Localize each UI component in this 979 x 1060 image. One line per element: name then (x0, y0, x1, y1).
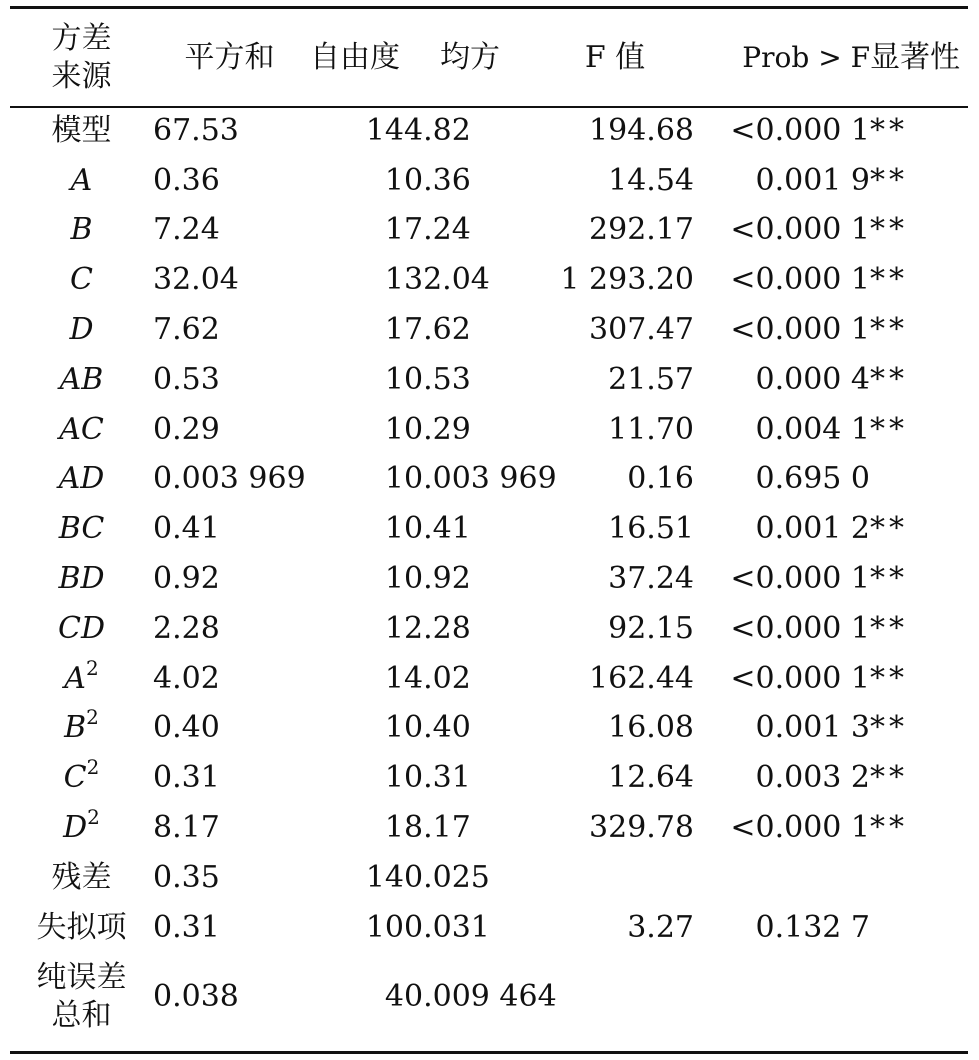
cell-source (10, 753, 153, 803)
cell-degrees-of-freedom: 14 (365, 859, 404, 895)
cell-degrees-of-freedom: 1 (384, 461, 404, 497)
cell-f-value: 16.51 (608, 511, 694, 547)
cell-prob: 0.001 9 (755, 162, 870, 198)
source-name: BD (58, 561, 105, 597)
cell-degrees-of-freedom: 1 (384, 312, 404, 348)
source-name: A (70, 162, 93, 198)
cell-degrees-of-freedom: 4 (384, 978, 404, 1014)
table-row (10, 554, 968, 604)
source-name: 模型 (51, 112, 112, 148)
source-name: B (64, 710, 87, 746)
table-row (10, 156, 968, 206)
cell-source (10, 355, 153, 405)
cell-mean-square: 7.24 (404, 212, 471, 248)
cell-sum-of-squares: 32.04 (153, 262, 239, 298)
source-name: CD (57, 610, 105, 646)
cell-mean-square: 0.36 (404, 162, 471, 198)
cell-degrees-of-freedom: 1 (384, 511, 404, 547)
cell-significance: ** (870, 361, 908, 397)
cell-source (10, 903, 153, 953)
cell-sum-of-squares: 0.92 (153, 561, 220, 597)
cell-f-value: 307.47 (589, 312, 694, 348)
cell-f-value: 14.54 (608, 162, 694, 198)
cell-significance: ** (870, 312, 908, 348)
cell-mean-square: 0.92 (404, 561, 471, 597)
cell-source (10, 853, 153, 903)
cell-source (10, 206, 153, 256)
cell-prob: 0.003 2 (755, 760, 870, 796)
cell-source (10, 305, 153, 355)
cell-degrees-of-freedom: 1 (384, 760, 404, 796)
cell-prob: 0.004 1 (755, 411, 870, 447)
cell-significance: ** (870, 162, 908, 198)
table-row (10, 106, 968, 156)
cell-prob: 0.132 7 (755, 909, 870, 945)
cell-prob: <0.000 1 (730, 610, 870, 646)
header-row (10, 9, 968, 106)
cell-prob: 0.000 4 (755, 361, 870, 397)
cell-f-value: 292.17 (589, 212, 694, 248)
cell-significance: ** (870, 610, 908, 646)
cell-prob: <0.000 1 (730, 212, 870, 248)
table-row (10, 704, 968, 754)
source-name: AC (59, 411, 104, 447)
cell-degrees-of-freedom: 1 (384, 162, 404, 198)
cell-f-value: 37.24 (608, 561, 694, 597)
cell-sum-of-squares: 0.29 (153, 411, 220, 447)
header-prob: Prob > F (742, 40, 870, 74)
cell-sum-of-squares: 0.35 (153, 859, 220, 895)
source-line2: 总和 (51, 997, 112, 1033)
cell-significance: ** (870, 561, 908, 597)
table-row (10, 604, 968, 654)
anova-table (10, 9, 968, 1041)
cell-significance (870, 903, 968, 953)
cell-significance (870, 853, 968, 903)
header-degrees-of-freedom: 自由度 (310, 39, 400, 75)
cell-sum-of-squares: 8.17 (153, 810, 220, 846)
cell-significance: ** (870, 760, 908, 796)
header-source-line1: 方差 (51, 20, 112, 56)
header-source-line2: 来源 (51, 58, 112, 94)
table-row (10, 504, 968, 554)
source-name: 失拟项 (36, 909, 127, 945)
cell-degrees-of-freedom: 1 (384, 411, 404, 447)
cell-sum-of-squares: 0.003 969 (153, 461, 306, 497)
cell-prob: 0.695 0 (755, 461, 870, 497)
cell-sum-of-squares: 0.31 (153, 760, 220, 796)
source-name: 残差 (51, 859, 112, 895)
cell-sum-of-squares: 0.038 (153, 978, 239, 1014)
cell-sum-of-squares: 67.53 (153, 112, 239, 148)
source-name: C (63, 760, 87, 796)
cell-sum-of-squares: 0.40 (153, 710, 220, 746)
cell-significance: ** (870, 262, 908, 298)
cell-mean-square: 0.53 (404, 361, 471, 397)
cell-source (10, 106, 153, 156)
header-mean-square: 均方 (440, 39, 500, 75)
cell-significance (870, 953, 968, 1041)
cell-degrees-of-freedom: 1 (384, 262, 404, 298)
cell-significance (870, 455, 968, 505)
table-row (10, 305, 968, 355)
source-exponent: 2 (86, 705, 99, 730)
header-sum-of-squares: 平方和 (184, 39, 275, 75)
cell-mean-square: 2.28 (404, 610, 471, 646)
cell-mean-square: 0.009 464 (404, 978, 557, 1014)
table-row (10, 803, 968, 853)
table-body (10, 106, 968, 1041)
cell-mean-square: 4.02 (404, 660, 471, 696)
source-exponent: 2 (85, 655, 99, 680)
table-row (10, 405, 968, 455)
cell-f-value: 3.27 (627, 909, 694, 945)
cell-mean-square: 32.04 (404, 262, 490, 298)
cell-mean-square: 7.62 (404, 312, 471, 348)
source-name: B (70, 212, 93, 248)
cell-source (10, 504, 153, 554)
cell-mean-square: 0.40 (404, 710, 471, 746)
cell-f-value (536, 853, 694, 903)
cell-degrees-of-freedom: 10 (365, 909, 404, 945)
cell-sum-of-squares: 7.24 (153, 212, 220, 248)
cell-sum-of-squares: 0.53 (153, 361, 220, 397)
cell-mean-square: 0.003 969 (404, 461, 557, 497)
cell-degrees-of-freedom: 1 (384, 660, 404, 696)
table-row (10, 903, 968, 953)
cell-degrees-of-freedom: 1 (384, 561, 404, 597)
table-bottom-rule (10, 1051, 968, 1054)
cell-source (10, 405, 153, 455)
cell-source (10, 156, 153, 206)
source-line1: 纯误差 (36, 959, 127, 995)
cell-significance: ** (870, 660, 908, 696)
source-name: A (64, 660, 86, 696)
cell-mean-square: 0.41 (404, 511, 471, 547)
cell-mean-square: 0.31 (404, 760, 471, 796)
cell-sum-of-squares: 7.62 (153, 312, 220, 348)
cell-source (10, 803, 153, 853)
table-header (10, 9, 968, 106)
cell-significance: ** (870, 710, 908, 746)
cell-mean-square: 8.17 (404, 810, 471, 846)
table-row-total (10, 953, 968, 1041)
header-f-value: F 值 (584, 39, 646, 75)
table-row (10, 753, 968, 803)
source-name: C (70, 262, 93, 298)
cell-source (10, 953, 153, 1041)
cell-prob: <0.000 1 (730, 561, 870, 597)
cell-mean-square: 4.82 (404, 112, 471, 148)
cell-source (10, 654, 153, 704)
table-row (10, 355, 968, 405)
source-name: D (63, 810, 88, 846)
cell-f-value: 16.08 (608, 710, 694, 746)
cell-sum-of-squares: 4.02 (153, 660, 220, 696)
table-row (10, 654, 968, 704)
table-row (10, 853, 968, 903)
cell-degrees-of-freedom: 1 (384, 810, 404, 846)
cell-significance: ** (870, 810, 908, 846)
cell-sum-of-squares: 0.41 (153, 511, 220, 547)
cell-f-value: 92.15 (608, 610, 694, 646)
cell-significance: ** (870, 511, 908, 547)
cell-significance: ** (870, 112, 908, 148)
source-name: BC (58, 511, 105, 547)
cell-source (10, 255, 153, 305)
cell-prob: <0.000 1 (730, 810, 870, 846)
cell-prob (694, 953, 870, 1041)
source-name: AD (58, 461, 105, 497)
header-significance: 显著性 (870, 39, 960, 75)
source-name: D (69, 312, 94, 348)
cell-prob: <0.000 1 (730, 262, 870, 298)
cell-prob: 0.001 3 (755, 710, 870, 746)
cell-source (10, 554, 153, 604)
cell-prob (694, 853, 870, 903)
cell-mean-square: 0.025 (404, 859, 490, 895)
source-name: AB (59, 361, 104, 397)
cell-f-value: 21.57 (608, 361, 694, 397)
table-row (10, 455, 968, 505)
cell-degrees-of-freedom: 14 (365, 112, 404, 148)
cell-sum-of-squares: 0.31 (153, 909, 220, 945)
cell-degrees-of-freedom: 1 (384, 610, 404, 646)
cell-f-value: 329.78 (589, 810, 694, 846)
cell-significance: ** (870, 411, 908, 447)
cell-degrees-of-freedom: 1 (384, 212, 404, 248)
table-row (10, 206, 968, 256)
cell-prob: <0.000 1 (730, 112, 870, 148)
cell-f-value: 194.68 (589, 112, 694, 148)
cell-f-value: 12.64 (608, 760, 694, 796)
cell-f-value: 0.16 (627, 461, 694, 497)
source-exponent: 2 (87, 805, 100, 830)
cell-source (10, 604, 153, 654)
cell-prob: 0.001 2 (755, 511, 870, 547)
cell-f-value: 11.70 (608, 411, 694, 447)
table-row (10, 255, 968, 305)
cell-sum-of-squares: 0.36 (153, 162, 220, 198)
cell-source (10, 455, 153, 505)
header-source (10, 9, 153, 106)
cell-f-value: 162.44 (589, 660, 694, 696)
cell-mean-square: 0.29 (404, 411, 471, 447)
cell-degrees-of-freedom: 1 (384, 710, 404, 746)
cell-significance: ** (870, 212, 908, 248)
cell-degrees-of-freedom: 1 (384, 361, 404, 397)
cell-mean-square: 0.031 (404, 909, 490, 945)
cell-f-value (536, 953, 694, 1041)
cell-sum-of-squares: 2.28 (153, 610, 220, 646)
cell-f-value: 1 293.20 (560, 262, 694, 298)
cell-prob: <0.000 1 (730, 660, 870, 696)
source-exponent: 2 (86, 755, 100, 780)
cell-source (10, 704, 153, 754)
cell-prob: <0.000 1 (730, 312, 870, 348)
